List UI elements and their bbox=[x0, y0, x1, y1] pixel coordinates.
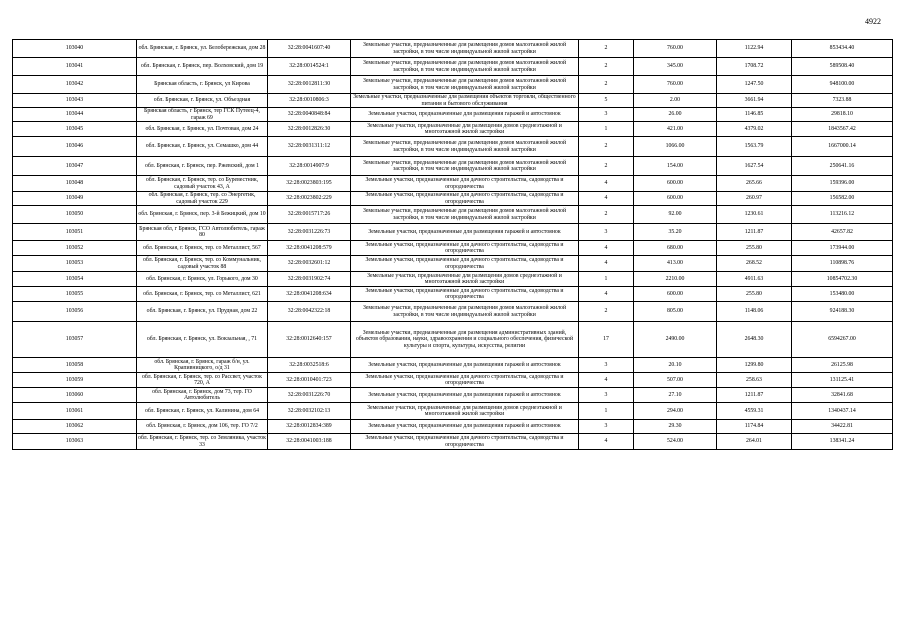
specific-value: 1146.85 bbox=[717, 108, 792, 122]
use-group: 3 bbox=[579, 108, 634, 122]
table-row bbox=[13, 256, 893, 272]
area-value: 26.00 bbox=[634, 108, 717, 122]
cadastral-value: 159396.00 bbox=[792, 176, 893, 192]
cadastral-value: 924188.30 bbox=[792, 302, 893, 322]
record-number: 103052 bbox=[13, 241, 137, 256]
address-cell: обл. Брянская, г. Брянск, дом 106, тер. ГО 7/2 bbox=[137, 420, 268, 434]
cadastral-value: 32841.68 bbox=[792, 388, 893, 403]
cadastral-value: 10854702.30 bbox=[792, 272, 893, 287]
area-value: 345.00 bbox=[634, 58, 717, 76]
area-value: 760.00 bbox=[634, 76, 717, 94]
use-group: 3 bbox=[579, 358, 634, 373]
address-cell: обл. Брянская, г. Брянск, ул. Калинина, дом 64 bbox=[137, 403, 268, 420]
land-use-type: Земельные участки, предназначенные для размещения домов малоэтажной жилой застройки, в том числе индивидуальной жилой застройки bbox=[351, 302, 579, 322]
table-row bbox=[13, 358, 893, 373]
cadastral-value: 853434.40 bbox=[792, 40, 893, 58]
cadastral-number: 32:28:0010401:723 bbox=[268, 373, 351, 388]
land-use-type: Земельные участки, предназначенные для дачного строительства, садоводства и огородничества bbox=[351, 256, 579, 272]
table-row bbox=[13, 206, 893, 224]
cadastral-number: 32:28:0014524:1 bbox=[268, 58, 351, 76]
cadastral-value: 26125.98 bbox=[792, 358, 893, 373]
record-number: 103041 bbox=[13, 58, 137, 76]
cadastral-value: 131125.41 bbox=[792, 373, 893, 388]
cadastral-number: 32:28:0032102:13 bbox=[268, 403, 351, 420]
specific-value: 3661.94 bbox=[717, 94, 792, 108]
registry-body bbox=[13, 40, 893, 450]
area-value: 760.00 bbox=[634, 40, 717, 58]
use-group: 3 bbox=[579, 420, 634, 434]
use-group: 2 bbox=[579, 302, 634, 322]
cadastral-value: 589508.40 bbox=[792, 58, 893, 76]
table-row bbox=[13, 176, 893, 192]
table-row bbox=[13, 302, 893, 322]
specific-value: 4559.31 bbox=[717, 403, 792, 420]
land-use-type: Земельные участки, предназначенные для размещения административных зданий, объектов образования, науки, здравоохранения и социального обеспечения, физической культуры и спорта, культуры, искусства, религии bbox=[351, 322, 579, 358]
record-number: 103054 bbox=[13, 272, 137, 287]
address-cell: Брянская обл, г Брянск, ГСО Автолюбитель, гараж 80 bbox=[137, 224, 268, 241]
record-number: 103061 bbox=[13, 403, 137, 420]
specific-value: 4911.63 bbox=[717, 272, 792, 287]
cadastral-number: 32:28:0012826:30 bbox=[268, 122, 351, 137]
specific-value: 1211.87 bbox=[717, 388, 792, 403]
address-cell: обл. Брянская, г. Брянск, гараж б/н, ул. Крапивницкого, о/д 31 bbox=[137, 358, 268, 373]
table-row bbox=[13, 122, 893, 137]
land-use-type: Земельные участки, предназначенные для размещения гаражей и автостоянок bbox=[351, 108, 579, 122]
record-number: 103050 bbox=[13, 206, 137, 224]
cadastral-number: 32:28:0031902:74 bbox=[268, 272, 351, 287]
cadastral-number: 32:28:0031226:70 bbox=[268, 388, 351, 403]
table-row bbox=[13, 272, 893, 287]
area-value: 2.00 bbox=[634, 94, 717, 108]
cadastral-number: 32:28:0012834:389 bbox=[268, 420, 351, 434]
land-use-type: Земельные участки, предназначенные для размещения домов среднеэтажной и многоэтажной жилой застройки bbox=[351, 272, 579, 287]
use-group: 4 bbox=[579, 192, 634, 206]
address-cell: обл. Брянская, г. Брянск, дом 73, тер. ГО Автолюбитель bbox=[137, 388, 268, 403]
address-cell: обл. Брянская, г. Брянск, пер. Ржевский, дом 1 bbox=[137, 157, 268, 176]
record-number: 103042 bbox=[13, 76, 137, 94]
table-row bbox=[13, 434, 893, 450]
record-number: 103057 bbox=[13, 322, 137, 358]
record-number: 103045 bbox=[13, 122, 137, 137]
land-use-type: Земельные участки, предназначенные для дачного строительства, садоводства и огородничества bbox=[351, 176, 579, 192]
cadastral-value: 29818.10 bbox=[792, 108, 893, 122]
record-number: 103058 bbox=[13, 358, 137, 373]
address-cell: обл. Брянская, г. Брянск, тер. со Рассвет, участок 720, А bbox=[137, 373, 268, 388]
area-value: 29.30 bbox=[634, 420, 717, 434]
area-value: 92.00 bbox=[634, 206, 717, 224]
record-number: 103044 bbox=[13, 108, 137, 122]
table-row bbox=[13, 420, 893, 434]
cadastral-number: 32:28:0041208:579 bbox=[268, 241, 351, 256]
area-value: 1066.00 bbox=[634, 137, 717, 157]
specific-value: 258.63 bbox=[717, 373, 792, 388]
cadastral-number: 32:28:0032518:6 bbox=[268, 358, 351, 373]
page-number: 4922 bbox=[865, 17, 881, 26]
area-value: 27.10 bbox=[634, 388, 717, 403]
specific-value: 1708.72 bbox=[717, 58, 792, 76]
specific-value: 255.80 bbox=[717, 241, 792, 256]
address-cell: обл. Брянская, г. Брянск, ул. Горького, дом 30 bbox=[137, 272, 268, 287]
table-row bbox=[13, 373, 893, 388]
cadastral-number: 32:28:0023803:195 bbox=[268, 176, 351, 192]
record-number: 103056 bbox=[13, 302, 137, 322]
land-use-type: Земельные участки, предназначенные для размещения домов среднеэтажной и многоэтажной жилой застройки bbox=[351, 122, 579, 137]
land-use-type: Земельные участки, предназначенные для дачного строительства, садоводства и огородничества bbox=[351, 192, 579, 206]
area-value: 35.20 bbox=[634, 224, 717, 241]
cadastral-number: 32:28:0023802:229 bbox=[268, 192, 351, 206]
specific-value: 1299.80 bbox=[717, 358, 792, 373]
table-row bbox=[13, 58, 893, 76]
cadastral-number: 32:28:0012811:30 bbox=[268, 76, 351, 94]
specific-value: 1211.87 bbox=[717, 224, 792, 241]
area-value: 413.00 bbox=[634, 256, 717, 272]
cadastral-number: 32:28:0041607:40 bbox=[268, 40, 351, 58]
use-group: 4 bbox=[579, 241, 634, 256]
cadastral-number: 32:28:0010806:3 bbox=[268, 94, 351, 108]
record-number: 103048 bbox=[13, 176, 137, 192]
land-use-type: Земельные участки, предназначенные для размещения гаражей и автостоянок bbox=[351, 420, 579, 434]
specific-value: 4379.02 bbox=[717, 122, 792, 137]
table-row bbox=[13, 94, 893, 108]
cadastral-number: 32:28:0032601:12 bbox=[268, 256, 351, 272]
land-use-type: Земельные участки, предназначенные для размещения гаражей и автостоянок bbox=[351, 358, 579, 373]
address-cell: обл. Брянская, г. Брянск, тер. со Земляника, участок 33 bbox=[138, 435, 266, 448]
cadastral-number: 32:28:0040848:84 bbox=[268, 108, 351, 122]
address-cell: обл. Брянская, г. Брянск, ул. Белобережская, дом 28 bbox=[137, 40, 268, 58]
use-group: 3 bbox=[579, 388, 634, 403]
record-number: 103055 bbox=[13, 287, 137, 302]
area-value: 421.00 bbox=[634, 122, 717, 137]
address-cell: обл. Брянская, г. Брянск, ул. Семашко, дом 44 bbox=[137, 137, 268, 157]
record-number: 103060 bbox=[13, 388, 137, 403]
table-row bbox=[13, 40, 893, 58]
use-group: 2 bbox=[579, 58, 634, 76]
specific-value: 1247.50 bbox=[717, 76, 792, 94]
address-cell: обл. Брянская, г. Брянск, тер. со Металлист, 621 bbox=[137, 287, 268, 302]
record-number: 103049 bbox=[13, 192, 137, 206]
specific-value: 1148.06 bbox=[717, 302, 792, 322]
use-group: 4 bbox=[579, 176, 634, 192]
cadastral-number: 32:28:0031226:73 bbox=[268, 224, 351, 241]
address-cell: обл. Брянская, г. Брянск, ул. Почтовая, дом 24 bbox=[137, 122, 268, 137]
cadastral-number: 32:28:0042322:18 bbox=[268, 302, 351, 322]
land-use-type: Земельные участки, предназначенные для размещения гаражей и автостоянок bbox=[351, 224, 579, 241]
record-number: 103063 bbox=[13, 434, 137, 450]
use-group: 5 bbox=[579, 94, 634, 108]
land-use-type: Земельные участки, предназначенные для размещения домов малоэтажной жилой застройки, в том числе индивидуальной жилой застройки bbox=[351, 137, 579, 157]
address-cell: обл. Брянская, г. Брянск, тер. со Энергетик, садовый участок 229 bbox=[137, 192, 268, 206]
area-value: 154.00 bbox=[634, 157, 717, 176]
cadastral-number: 32:28:0015717:26 bbox=[268, 206, 351, 224]
specific-value: 260.97 bbox=[717, 192, 792, 206]
address-cell: обл. Брянская, г. Брянск, ул. Прудная, дом 22 bbox=[137, 302, 268, 322]
cadastral-value: 138341.24 bbox=[792, 434, 893, 450]
land-use-type: Земельные участки, предназначенные для дачного строительства, садоводства и огородничества bbox=[351, 287, 579, 302]
specific-value: 1627.54 bbox=[717, 157, 792, 176]
address-cell: Брянская область, г Брянск, тер ГСК Путеец-4, гараж 69 bbox=[137, 108, 268, 122]
area-value: 2210.00 bbox=[634, 272, 717, 287]
table-row bbox=[13, 108, 893, 122]
cadastral-value: 113216.12 bbox=[792, 206, 893, 224]
table-row bbox=[13, 137, 893, 157]
area-value: 294.00 bbox=[634, 403, 717, 420]
area-value: 680.00 bbox=[634, 241, 717, 256]
address-cell: обл. Брянская, г. Брянск, тер. со Металлист, 567 bbox=[137, 241, 268, 256]
record-number: 103040 bbox=[13, 40, 137, 58]
table-row bbox=[13, 157, 893, 176]
record-number: 103047 bbox=[13, 157, 137, 176]
use-group: 4 bbox=[579, 373, 634, 388]
land-use-type: Земельные участки, предназначенные для размещения гаражей и автостоянок bbox=[351, 388, 579, 403]
cadastral-value: 42657.82 bbox=[792, 224, 893, 241]
record-number: 103043 bbox=[13, 94, 137, 108]
cadastral-value: 1667000.14 bbox=[792, 137, 893, 157]
area-value: 507.00 bbox=[634, 373, 717, 388]
cadastral-number: 32:28:0012640:157 bbox=[268, 322, 351, 358]
land-use-type: Земельные участки, предназначенные для размещения домов малоэтажной жилой застройки, в том числе индивидуальной жилой застройки bbox=[351, 206, 579, 224]
address-cell: обл. Брянская, г. Брянск, пер. Волховский, дом 19 bbox=[137, 58, 268, 76]
area-value: 524.00 bbox=[634, 434, 717, 450]
cadastral-value: 110898.76 bbox=[792, 256, 893, 272]
cadastral-value: 34422.81 bbox=[792, 420, 893, 434]
cadastral-number: 32:28:0031311:12 bbox=[268, 137, 351, 157]
cadastral-value: 153480.00 bbox=[792, 287, 893, 302]
use-group: 2 bbox=[579, 76, 634, 94]
address-cell: обл. Брянская, г. Брянск, пер. 3-й Бежицкий, дом 10 bbox=[137, 206, 268, 224]
specific-value: 255.80 bbox=[717, 287, 792, 302]
use-group: 1 bbox=[579, 122, 634, 137]
use-group: 3 bbox=[579, 224, 634, 241]
specific-value: 265.66 bbox=[717, 176, 792, 192]
table-row bbox=[13, 76, 893, 94]
record-number: 103062 bbox=[13, 420, 137, 434]
cadastral-value: 7323.88 bbox=[792, 94, 893, 108]
specific-value: 1230.61 bbox=[717, 206, 792, 224]
specific-value: 1174.84 bbox=[717, 420, 792, 434]
use-group: 17 bbox=[579, 322, 634, 358]
use-group: 1 bbox=[579, 403, 634, 420]
cadastral-value: 948100.00 bbox=[792, 76, 893, 94]
use-group: 4 bbox=[579, 256, 634, 272]
table-row bbox=[13, 287, 893, 302]
use-group: 1 bbox=[579, 272, 634, 287]
record-number: 103046 bbox=[13, 137, 137, 157]
cadastral-value: 6594267.00 bbox=[792, 322, 893, 358]
cadastral-number: 32:28:0041208:634 bbox=[268, 287, 351, 302]
use-group: 4 bbox=[579, 434, 634, 450]
address-cell: Брянская область, г. Брянск, ул Кирова bbox=[137, 76, 268, 94]
use-group: 2 bbox=[579, 137, 634, 157]
land-use-type: Земельные участки, предназначенные для размещения домов малоэтажной жилой застройки, в том числе индивидуальной жилой застройки bbox=[351, 157, 579, 176]
table-row bbox=[13, 224, 893, 241]
record-number: 103053 bbox=[13, 256, 137, 272]
use-group: 4 bbox=[579, 287, 634, 302]
address-cell: обл. Брянская, г. Брянск, ул. Объездная bbox=[137, 94, 268, 108]
specific-value: 264.01 bbox=[717, 434, 792, 450]
land-use-type: Земельные участки, предназначенные для размещения домов малоэтажной жилой застройки, в том числе индивидуальной жилой застройки bbox=[351, 76, 579, 94]
land-registry-table bbox=[12, 39, 893, 450]
specific-value: 1122.94 bbox=[717, 40, 792, 58]
area-value: 20.10 bbox=[634, 358, 717, 373]
land-use-type: Земельные участки, предназначенные для дачного строительства, садоводства и огородничества bbox=[351, 373, 579, 388]
use-group: 2 bbox=[579, 206, 634, 224]
cadastral-value: 250641.16 bbox=[792, 157, 893, 176]
table-row bbox=[13, 388, 893, 403]
use-group: 2 bbox=[579, 40, 634, 58]
address-cell: обл. Брянская, г. Брянск, ул. Вокзальная, , 71 bbox=[137, 322, 268, 358]
table-row bbox=[13, 241, 893, 256]
use-group: 2 bbox=[579, 157, 634, 176]
area-value: 2490.00 bbox=[634, 322, 717, 358]
cadastral-number: 32:28:0014907:9 bbox=[268, 157, 351, 176]
land-use-type: Земельные участки, предназначенные для размещения объектов торговли, общественного питания и бытового обслуживания bbox=[351, 94, 579, 108]
record-number: 103051 bbox=[13, 224, 137, 241]
area-value: 600.00 bbox=[634, 287, 717, 302]
area-value: 805.00 bbox=[634, 302, 717, 322]
land-use-type: Земельные участки, предназначенные для размещения домов малоэтажной жилой застройки, в том числе индивидуальной жилой застройки bbox=[351, 40, 579, 58]
cadastral-value: 156582.00 bbox=[792, 192, 893, 206]
cadastral-value: 1340437.14 bbox=[792, 403, 893, 420]
land-use-type: Земельные участки, предназначенные для размещения домов малоэтажной жилой застройки, в том числе индивидуальной жилой застройки bbox=[351, 58, 579, 76]
specific-value: 1563.79 bbox=[717, 137, 792, 157]
specific-value: 2648.30 bbox=[717, 322, 792, 358]
table-row bbox=[13, 322, 893, 358]
land-use-type: Земельные участки, предназначенные для размещения домов среднеэтажной и многоэтажной жилой застройки bbox=[351, 403, 579, 420]
address-cell: обл. Брянская, г. Брянск, тер. со Коммунальник, садовый участок 88 bbox=[137, 256, 268, 272]
land-use-type: Земельные участки, предназначенные для дачного строительства, садоводства и огородничества bbox=[351, 434, 579, 450]
address-cell: обл. Брянская, г. Брянск, тер. со Буревестник, садовый участок 43, А bbox=[137, 176, 268, 192]
land-use-type: Земельные участки, предназначенные для дачного строительства, садоводства и огородничества bbox=[351, 241, 579, 256]
table-row bbox=[13, 403, 893, 420]
specific-value: 268.52 bbox=[717, 256, 792, 272]
cadastral-value: 1843567.42 bbox=[792, 122, 893, 137]
cadastral-number: 32:28:0041003:188 bbox=[268, 434, 351, 450]
record-number: 103059 bbox=[13, 373, 137, 388]
area-value: 600.00 bbox=[634, 192, 717, 206]
table-row bbox=[13, 192, 893, 206]
area-value: 600.00 bbox=[634, 176, 717, 192]
cadastral-value: 173944.00 bbox=[792, 241, 893, 256]
